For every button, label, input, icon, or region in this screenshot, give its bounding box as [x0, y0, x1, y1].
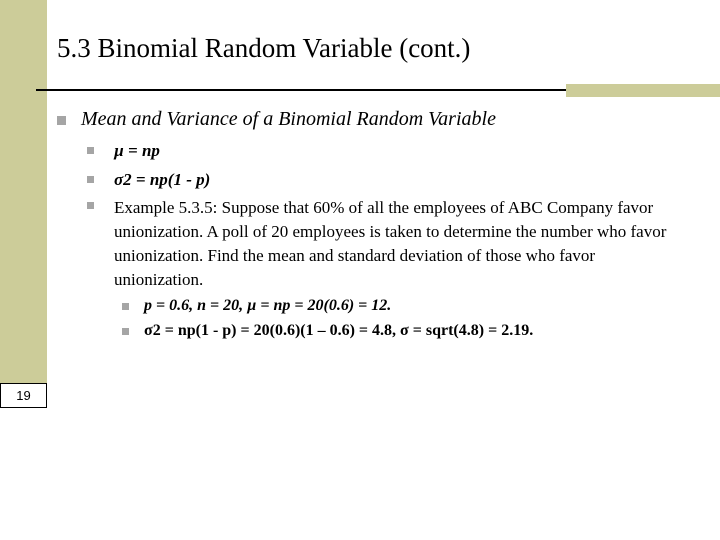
example-bullet	[87, 196, 677, 292]
solution-bullet-2	[122, 322, 533, 340]
square-bullet-icon	[87, 147, 94, 154]
square-bullet-icon	[87, 176, 94, 183]
title-underline-bar	[566, 84, 720, 97]
square-bullet-icon	[122, 328, 129, 335]
title-underline	[36, 89, 566, 91]
variance-bullet	[87, 170, 210, 190]
mean-formula: µ = np	[114, 141, 160, 160]
solution-bullet-1	[122, 297, 391, 315]
heading-text: Mean and Variance of a Binomial Random Variable	[81, 108, 496, 130]
square-bullet-icon	[57, 116, 66, 125]
square-bullet-icon	[87, 202, 94, 209]
example-text: Example 5.3.5: Suppose that 60% of all the employees of ABC Company favor unionization. A poll of 20 employees is taken to determine the number who favor unionization. Find the mean and standard deviation of those who favor unionization.	[114, 198, 667, 289]
heading-bullet	[57, 108, 496, 131]
sidebar-accent	[0, 0, 47, 383]
solution-mean: p = 0.6, n = 20, µ = np = 20(0.6) = 12.	[144, 297, 392, 314]
slide-number: 19	[0, 383, 47, 408]
mean-bullet	[87, 141, 160, 161]
variance-formula: σ2 = np(1 - p)	[114, 170, 211, 189]
slide-title: 5.3 Binomial Random Variable (cont.)	[57, 33, 471, 63]
square-bullet-icon	[122, 303, 129, 310]
solution-variance: σ2 = np(1 - p) = 20(0.6)(1 – 0.6) = 4.8, σ = sqrt(4.8) = 2.19.	[144, 322, 534, 339]
